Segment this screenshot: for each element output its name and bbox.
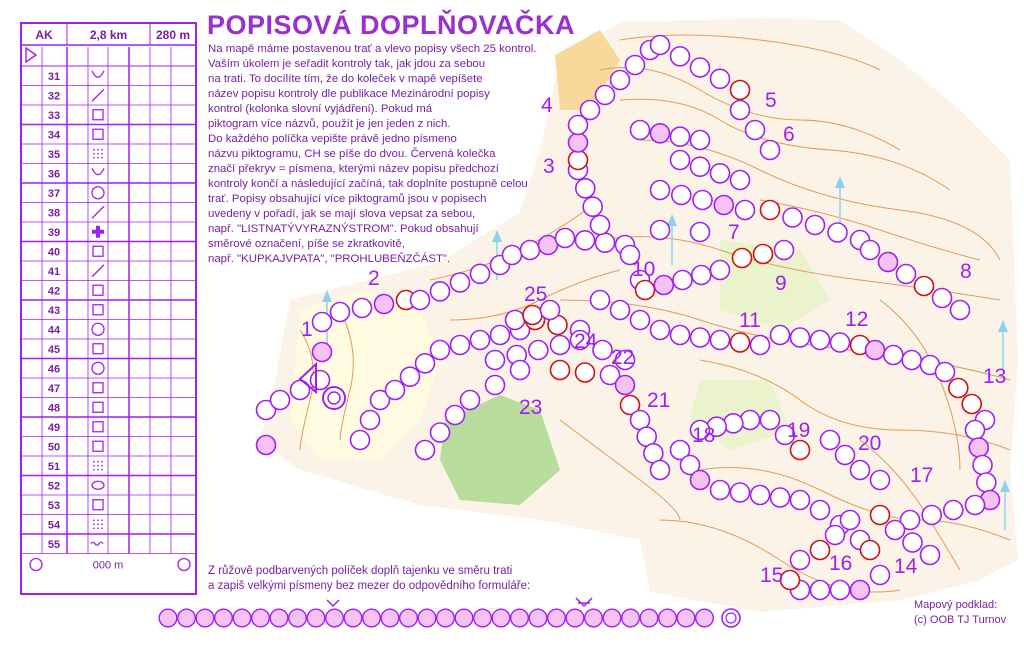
tajenka-circle [492,609,510,627]
letter-circle [831,333,850,352]
letter-circle [783,208,802,227]
tajenka-circle [696,609,714,627]
letter-circle [966,421,985,440]
control-number: 5 [765,89,777,112]
instruction-line: trať. Popisy obsahující více piktogramů jsou v popisech [208,193,487,205]
tajenka-circle [437,609,455,627]
tajenka-circle [603,609,621,627]
legend-row-number: 54 [47,519,61,532]
legend-row-number: 39 [47,227,61,239]
letter-circle [691,58,710,77]
legend-row-number: 42 [47,285,61,298]
page-title: POPISOVÁ DOPLŇOVAČKA [207,10,576,40]
instruction-line: uvedeny v pořadí, jak se mají slova vepsat za sebou, [208,208,476,220]
tajenka-circle [178,609,196,627]
control-number: 20 [858,432,882,455]
tajenka-circle [344,609,362,627]
overlap-circle [731,81,750,100]
letter-circle [691,157,710,176]
letter-circle [761,141,780,160]
tajenka-circle [307,609,325,627]
instruction-line: piktogram více názvů, použít je jen jeden z nich. [208,118,451,130]
tajenka-circle [622,609,640,627]
control-number: 11 [739,309,761,332]
pink-letter-circle [851,581,870,600]
letter-circle [692,266,711,285]
tajenka-circle [400,609,418,627]
dot-grid-icon [97,523,99,525]
legend-row-number: 48 [47,402,61,415]
tajenka-circle [474,609,492,627]
control-number: 6 [783,123,795,146]
pink-letter-circle [616,376,635,395]
pink-letter-circle [375,295,394,314]
tajenka-circle [363,609,381,627]
legend-row-number: 36 [47,168,61,181]
dot-grid-icon [93,519,95,521]
tajenka-circle [381,609,399,627]
letter-circle [591,291,610,310]
rocky-ground-icon [93,469,95,471]
letter-circle [966,496,985,515]
tajenka-circle [418,609,436,627]
control-number: 4 [541,94,553,117]
letter-circle [921,546,940,565]
tajenka-circle [252,609,270,627]
pink-letter-circle [969,438,988,457]
pink-letter-circle [569,133,588,152]
letter-circle [811,581,830,600]
legend-row-number: 34 [47,129,61,142]
tajenka-circle [677,609,695,627]
control-number: 9 [775,272,787,295]
overlap-circle [791,441,810,460]
tajenka-circle [640,609,658,627]
instruction-line: kontrol (kolonka slovní vyjádření). Pokud má [208,103,433,115]
credit-line: Mapový podklad: [914,599,998,611]
letter-circle [944,501,963,520]
control-number: 3 [543,155,555,178]
pink-letter-circle [879,253,898,272]
letter-circle [471,331,490,350]
legend-header-cell: 280 m [155,28,191,42]
letter-circle [836,446,855,465]
tajenka-circle [455,609,473,627]
legend-row-number: 45 [47,344,61,356]
letter-circle [791,491,810,510]
letter-circle [933,289,952,308]
letter-circle [711,331,730,350]
rocky-ground-icon [101,461,103,463]
legend-row-number: 55 [47,539,61,551]
map-credit [914,598,1006,628]
dot-grid-icon [101,523,103,525]
letter-circle [651,461,670,480]
legend-row-number: 40 [47,246,61,259]
stony-ground-icon [101,153,103,155]
letter-circle [431,282,450,301]
overlap-circle [761,201,780,220]
letter-circle [271,391,290,410]
stony-ground-icon [93,149,95,151]
letter-circle [611,71,630,90]
tajenka-circle [326,609,344,627]
rocky-ground-icon [93,461,95,463]
tajenka-mark [327,600,339,606]
control-number: 1 [301,318,313,341]
stony-ground-icon [101,157,103,159]
letter-circle [691,131,710,150]
legend-row-number: 38 [47,207,61,220]
letter-circle [828,223,847,242]
letter-circle [583,197,602,216]
letter-circle [811,331,830,350]
letter-circle [922,506,941,525]
letter-circle [401,367,420,386]
letter-circle [951,301,970,320]
legend-row-number: 33 [47,110,61,122]
dot-grid-icon [93,523,95,525]
dot-grid-icon [101,519,103,521]
overlap-circle [811,541,830,560]
overlap-circle [915,277,934,296]
control-number: 22 [611,346,635,369]
letter-circle [431,423,450,442]
instruction-line: Do každého políčka vepište právě jedno písmeno [208,133,457,145]
letter-circle [724,414,743,433]
control-number: 13 [983,365,1007,388]
legend-row-number: 37 [47,188,61,200]
finish-mark [323,387,345,409]
control-number: 24 [574,330,598,353]
letter-circle [671,326,690,345]
legend-row-number: 41 [47,266,61,278]
letter-circle [973,456,992,475]
stony-ground-icon [97,153,99,155]
pink-letter-circle [654,276,673,295]
letter-circle [671,47,690,66]
letter-circle [506,311,525,330]
letter-circle [851,461,870,480]
stony-ground-icon [93,153,95,155]
tajenka-circle [566,609,584,627]
letter-circle [486,376,505,395]
letter-circle [731,171,750,190]
letter-circle [672,186,691,205]
legend-finish-distance: 000 m [92,559,124,572]
letter-circle [353,299,372,318]
control-number: 21 [647,389,671,412]
instruction-line: název popisu kontroly dle publikace Mezinárodní popisy [208,88,490,100]
letter-circle [897,265,916,284]
instruction-line: názvu piktogramu, CH se píše do dvou. Červená kolečka [208,148,496,160]
pink-letter-circle [257,436,276,455]
letter-circle [711,261,730,280]
letter-circle [551,336,570,355]
letter-circle [731,101,750,120]
rocky-ground-icon [97,465,99,467]
letter-circle [651,36,670,55]
finish-outer-circle [323,387,345,409]
letter-circle [471,264,490,283]
overlap-circle [861,541,880,560]
letter-circle [651,321,670,340]
tajenka-mark [576,598,592,606]
legend-row-number: 49 [47,422,61,434]
letter-circle [651,181,670,200]
letter-circle [651,221,670,240]
letter-circle [736,201,755,220]
instruction-line: např. "KUPKAJVPATA", "PROHLUBEŇZČÁST". [208,253,451,265]
letter-circle [411,291,430,310]
legend-row-number: 32 [47,90,61,103]
letter-circle [811,501,830,520]
pink-letter-circle [866,341,885,360]
legend-row-number: 46 [47,363,61,376]
letter-circle [631,311,650,330]
dot-grid-icon [101,527,103,529]
letter-circle [576,231,595,250]
instruction-line: kontroly končí a následující začíná, tak doplníte postupně celou [208,178,528,190]
stony-ground-icon [93,157,95,159]
dot-grid-icon [97,519,99,521]
letter-circle [313,313,332,332]
letter-circle [711,481,730,500]
letter-circle [416,354,435,373]
letter-circle [611,301,630,320]
overlap-circle [551,361,570,380]
letter-circle [626,56,645,75]
overlap-circle [569,151,588,170]
letter-circle [491,326,510,345]
pink-letter-circle [313,343,332,362]
letter-circle [711,164,730,183]
control-number: 19 [787,419,811,442]
letter-circle [416,441,435,460]
instruction-line: např. "LISTNATÝVYRAZNÝSTROM". Pokud obsahují [208,223,479,235]
letter-circle [486,351,505,370]
stony-ground-icon [97,157,99,159]
tajenka-circle [289,609,307,627]
letter-circle [886,521,905,540]
letter-circle [451,273,470,292]
letter-circle [791,551,810,570]
letter-circle [461,391,480,410]
letter-circle [431,341,450,360]
legend-row-number: 43 [47,305,61,317]
letter-circle [631,121,650,140]
rocky-ground-icon [101,469,103,471]
credit-line: (c) OOB TJ Turnov [914,614,1007,626]
letter-circle [751,336,770,355]
legend-header-cell: 2,8 km [89,28,128,42]
legend-row-number: 53 [47,500,61,512]
pink-letter-circle [714,196,733,215]
letter-circle [596,86,615,105]
letter-circle [771,488,790,507]
control-number: 2 [368,267,380,290]
legend-row-number: 47 [47,383,61,395]
tajenka-circle [270,609,288,627]
letter-circle [361,411,380,430]
letter-circle [731,483,750,502]
letter-circle [746,121,765,140]
letter-circle [451,336,470,355]
letter-circle [511,361,530,380]
legend-row-number: 31 [47,71,61,83]
letter-circle [311,371,330,390]
tajenka-circle [196,609,214,627]
tajenka-circle [585,609,603,627]
letter-circle [751,486,770,505]
letter-circle [806,216,825,235]
control-number: 7 [728,221,740,244]
rocky-ground-icon [97,461,99,463]
letter-circle [671,151,690,170]
letter-circle [821,431,840,450]
overlap-circle [576,363,595,382]
legend-row-number: 35 [47,149,61,161]
instruction-line: značí překryv = písmena, kterými název popisu předchozí [208,163,499,175]
overlap-circle [733,249,752,268]
control-number: 23 [519,396,543,419]
legend-row-number: 50 [47,441,61,454]
tajenka-circle [659,609,677,627]
letter-circle [826,526,845,545]
letter-circle [556,229,575,248]
letter-circle [871,471,890,490]
letter-circle [741,411,760,430]
letter-circle [936,363,955,382]
legend-row-number: 44 [47,324,61,337]
legend-grid [21,23,196,594]
instruction-line: Vaším úkolem je seřadit kontroly tak, jak jdou za sebou [208,58,486,70]
tajenka-instructions [208,564,530,594]
instruction-line: na trati. To docílíte tím, že do koleček v mapě vepíšete [208,73,483,85]
tajenka-circle [548,609,566,627]
letter-circle [691,223,710,242]
control-number: 16 [829,552,853,575]
letter-circle [596,233,615,252]
stony-ground-icon [101,149,103,151]
letter-circle [791,328,810,347]
tajenka-row [159,598,740,627]
control-number: 8 [960,260,972,283]
overlap-circle [754,245,773,264]
letter-circle [693,191,712,210]
letter-circle [671,127,690,146]
control-number: 15 [760,564,784,587]
letter-circle [576,179,595,198]
letter-circle [673,271,692,290]
overlap-circle [962,395,981,414]
letter-circle [446,406,465,425]
letter-circle [903,533,922,552]
footer-line: Z růžově podbarvených políček doplň tajenku ve směru trati [208,565,513,577]
control-number: 17 [910,464,934,487]
tajenka-circle [233,609,251,627]
control-number: 12 [845,308,869,331]
pink-letter-circle [651,124,670,143]
legend-header-cell: AK [35,28,53,42]
letter-circle [331,303,350,322]
instruction-line: Na mapě máme postavenou trať a vlevo popisy všech 25 kontrol. [208,43,537,55]
control-number: 10 [632,258,656,281]
letter-circle [691,328,710,347]
letter-circle [884,346,903,365]
legend-row-number: 51 [47,461,61,473]
footer-line: a zapiš velkými písmeny bez mezer do odpovědního formuláře: [208,580,531,592]
letter-circle [977,473,996,492]
letter-circle [771,326,790,345]
letter-circle [841,511,860,530]
tajenka-circle [159,609,177,627]
letter-circle [529,341,548,360]
letter-circle [386,381,405,400]
pink-letter-circle [691,471,710,490]
overlap-circle [871,506,890,525]
letter-circle [761,411,780,430]
rocky-ground-icon [97,469,99,471]
instruction-line: směrové označení, píše se zkratkovitě, [208,238,405,250]
dot-grid-icon [93,527,95,529]
letter-circle [591,216,610,235]
dot-grid-icon [97,527,99,529]
legend-row-number: 52 [47,480,61,493]
instructions [208,42,553,267]
letter-circle [775,241,794,260]
overlap-circle [731,333,750,352]
letter-circle [831,581,850,600]
control-number: 25 [524,283,548,306]
letter-circle [711,69,730,88]
tajenka-circle [529,609,547,627]
rocky-ground-icon [101,465,103,467]
tajenka-finish-circle [722,609,740,627]
letter-circle [581,101,600,120]
letter-circle [871,566,890,585]
stony-ground-icon [97,149,99,151]
letter-circle [861,241,880,260]
overlap-circle [523,306,542,325]
letter-circle [351,431,370,450]
control-number: 14 [894,555,918,578]
letter-circle [902,351,921,370]
control-number: 18 [692,424,716,447]
tajenka-circle [511,609,529,627]
overlap-circle [636,281,655,300]
rocky-ground-icon [93,465,95,467]
overlap-circle [949,379,968,398]
tajenka-circle [215,609,233,627]
